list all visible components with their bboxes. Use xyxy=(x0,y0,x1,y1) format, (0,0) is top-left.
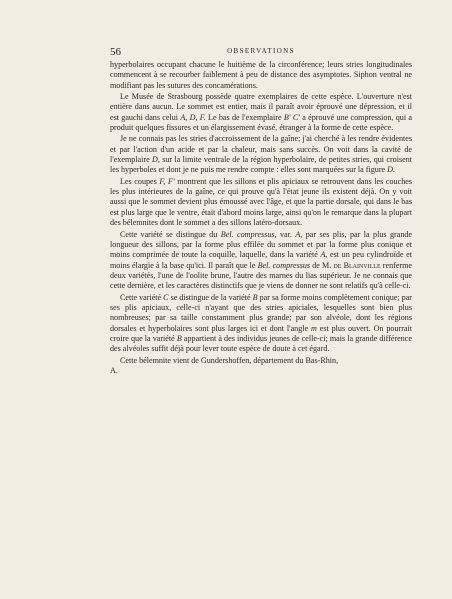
italic-text: Bel. compressus xyxy=(257,260,311,270)
paragraph-variete-a xyxy=(110,230,412,292)
text-run: a éprouvé une compression, qui a produit quelques fissures et un élargissement évasé, étranger à la forme de cette espèce. xyxy=(110,112,412,133)
italic-text: B xyxy=(176,333,182,343)
italic-text: B xyxy=(252,292,258,302)
text-run: appartient à des individus jeunes de celle-ci; mais la grande différence des alvéoles suffit déjà pour lever toute espèce de doute à cet égard. xyxy=(110,333,412,354)
text-run: montrent que les sillons et plis apiciaux se retrouvent dans les couches les plus intérieures de la gaîne, ce qui prouve qu'à l'état jeune ils existent déjà. On y voit aussi que le sommet devient plus émoussé avec l'âge, et que la partie dorsale, qui dans le bas est plus large que le ventre, était d'abord moins large, ainsi qu'on le remarque dans la plupart des bélemnites dont le sommet a des sillons latéro-dorsaux. xyxy=(110,176,412,228)
text-run: sur la limite ventrale de la région hyperbolaire, de petites stries, qui croisent les hyperboles et dont je ne puis me rendre compte : elles sont marquées sur la figure xyxy=(110,155,413,175)
text-run: est un peu cylindroïde et moins élargie à la base qu'ici. Il paraît que le xyxy=(110,250,412,270)
text-run: Le bas de l'exemplaire xyxy=(205,112,284,122)
text-run: Cette bélemnite vient de Gundershoffen, département du Bas-Rhin, xyxy=(120,355,339,365)
page-header xyxy=(110,46,412,60)
italic-text: C xyxy=(163,292,169,302)
page-number: 56 xyxy=(110,46,121,58)
paragraph-strasbourg xyxy=(110,92,412,133)
signature-mark: A. xyxy=(110,365,118,375)
text-run: Cette variété xyxy=(120,292,164,302)
text-run: est plus ouvert. On pourrait croire que la variété xyxy=(110,323,412,343)
text-run: hyperbolaires occupant chacune le huitième de la circonférence; leurs stries longitudinales commencent à se recourber faiblement à peu de distance des asymptotes. Siphon ventral ne modifiant pas les sutures des concamérations. xyxy=(110,60,412,90)
small-caps-text: de Blainville xyxy=(333,260,381,270)
paragraph-continued xyxy=(110,60,412,91)
italic-text: A, xyxy=(320,250,328,260)
text-run: Le Musée de Strasbourg possède quatre exemplaires de cette espèce. L'ouverture n'est entière dans aucun. Le sommet est entier, mais il paraît avoir éprouvé une dépression, et il est gauchi dans celui xyxy=(110,92,412,122)
italic-text: B' C' xyxy=(283,112,300,122)
text-run: renferme deux variétés, l'une de l'oolite brune, l'autre des marnes du lias supérieur. Je ne connais que cette dernière, et les caractères distinctifs que je viens de donner ne sont relatifs qu'à celle-ci. xyxy=(110,260,412,291)
italic-text: m xyxy=(311,323,317,333)
text-run: par sa forme moins complètement conique; par ses plis apiciaux, celle-ci n'ayant que des stries apiciales, lesquelles sont bien plus nombreuses; par sa taille constamment plus grande; par son alvéole, dont les régions dorsales et hyperbolaires sont plus larges ici et dont l'angle xyxy=(110,292,412,333)
text-run: var. xyxy=(276,229,296,239)
italic-text: Bel. compressus, xyxy=(220,229,277,239)
italic-text: F, F' xyxy=(159,176,175,186)
italic-text: D. xyxy=(387,165,396,175)
paragraph-variete-c xyxy=(110,293,412,355)
italic-text: D, xyxy=(152,155,160,165)
paragraph-coupes xyxy=(110,177,412,229)
text-run: de M. xyxy=(310,260,334,270)
body-text xyxy=(110,60,412,376)
italic-text: A, D, F. xyxy=(180,112,206,122)
paragraph-gundershoffen xyxy=(110,356,412,366)
running-head: OBSERVATIONS xyxy=(227,47,295,55)
text-run: Je ne connais pas les stries d'accroissement de la gaîne; j'ai cherché à les rendre évidentes et par l'action d'un acide et par la chaleur, mais sans succès. On voit dans la cavité de l'exemplaire xyxy=(110,134,412,165)
italic-text: A, xyxy=(295,229,303,239)
text-run: Cette variété se distingue du xyxy=(120,229,221,239)
text-run: par ses plis, par la plus grande longueur des sillons, par la forme plus effilée du sommet et par la forme plus conique et moins comprimée de toute la coquille, laquelle, dans la variété xyxy=(110,229,413,260)
text-run: se distingue de la variété xyxy=(168,292,253,302)
text-run: Les coupes xyxy=(120,176,160,186)
paragraph-stries xyxy=(110,134,412,175)
